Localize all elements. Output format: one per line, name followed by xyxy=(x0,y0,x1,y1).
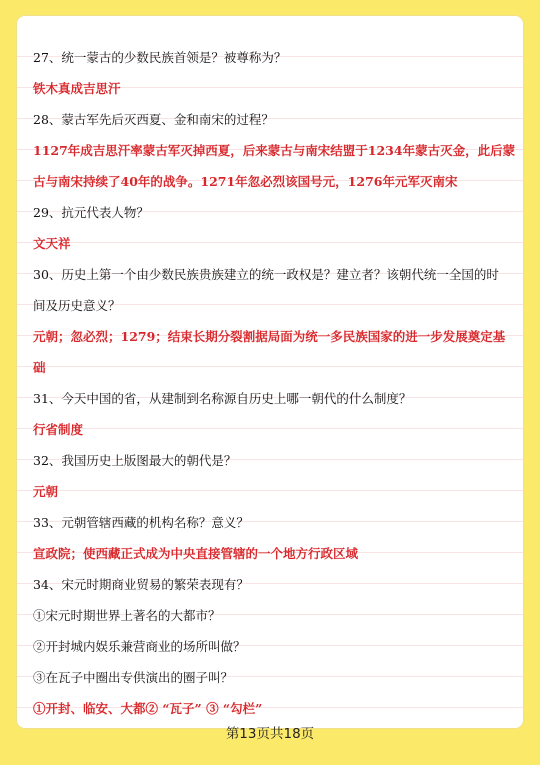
answer-line: 元朝；忽必烈；1279；结束长期分裂割据局面为统一多民族国家的进一步发展奠定基 xyxy=(33,329,506,344)
answer-line: 元朝 xyxy=(33,484,59,499)
question-line: 间及历史意义？ xyxy=(33,298,121,313)
question-line: 33、元朝管辖西藏的机构名称？意义？ xyxy=(33,515,249,530)
question-line: ②开封城内娱乐兼营商业的场所叫做？ xyxy=(33,639,246,654)
question-line: 29、抗元代表人物？ xyxy=(33,205,149,220)
answer-line: 古与南宋持续了40年的战争。1271年忽必烈该国号元，1276年元军灭南宋 xyxy=(33,174,458,189)
question-line: ③在瓦子中圈出专供演出的圈子叫？ xyxy=(33,670,234,685)
question-line: 28、蒙古军先后灭西夏、金和南宋的过程？ xyxy=(33,112,274,127)
answer-line: 行省制度 xyxy=(33,422,84,437)
question-line: 31、今天中国的省，从建制到名称源自历史上哪一朝代的什么制度？ xyxy=(33,391,412,406)
note-page xyxy=(17,16,523,728)
page-number: 第13页共18页 xyxy=(225,726,315,742)
question-line: ①宋元时期世界上著名的大都市？ xyxy=(33,608,221,623)
answer-line: 1127年成吉思汗率蒙古军灭掉西夏，后来蒙古与南宋结盟于1234年蒙古灭金，此后蒙 xyxy=(33,143,516,158)
answer-line: 文天祥 xyxy=(33,236,71,251)
answer-line: 铁木真成吉思汗 xyxy=(33,81,121,96)
question-line: 34、宋元时期商业贸易的繁荣表现有？ xyxy=(33,577,249,592)
answer-line: ①开封、临安、大都② “瓦子” ③ “勾栏” xyxy=(33,701,263,716)
answer-line: 础 xyxy=(33,360,46,375)
question-line: 32、我国历史上版图最大的朝代是？ xyxy=(33,453,237,468)
answer-line: 宣政院；使西藏正式成为中央直接管辖的一个地方行政区域 xyxy=(33,546,359,561)
question-line: 27、统一蒙古的少数民族首领是？被尊称为？ xyxy=(33,50,287,65)
question-line: 30、历史上第一个由少数民族贵族建立的统一政权是？建立者？该朝代统一全国的时 xyxy=(33,267,499,282)
